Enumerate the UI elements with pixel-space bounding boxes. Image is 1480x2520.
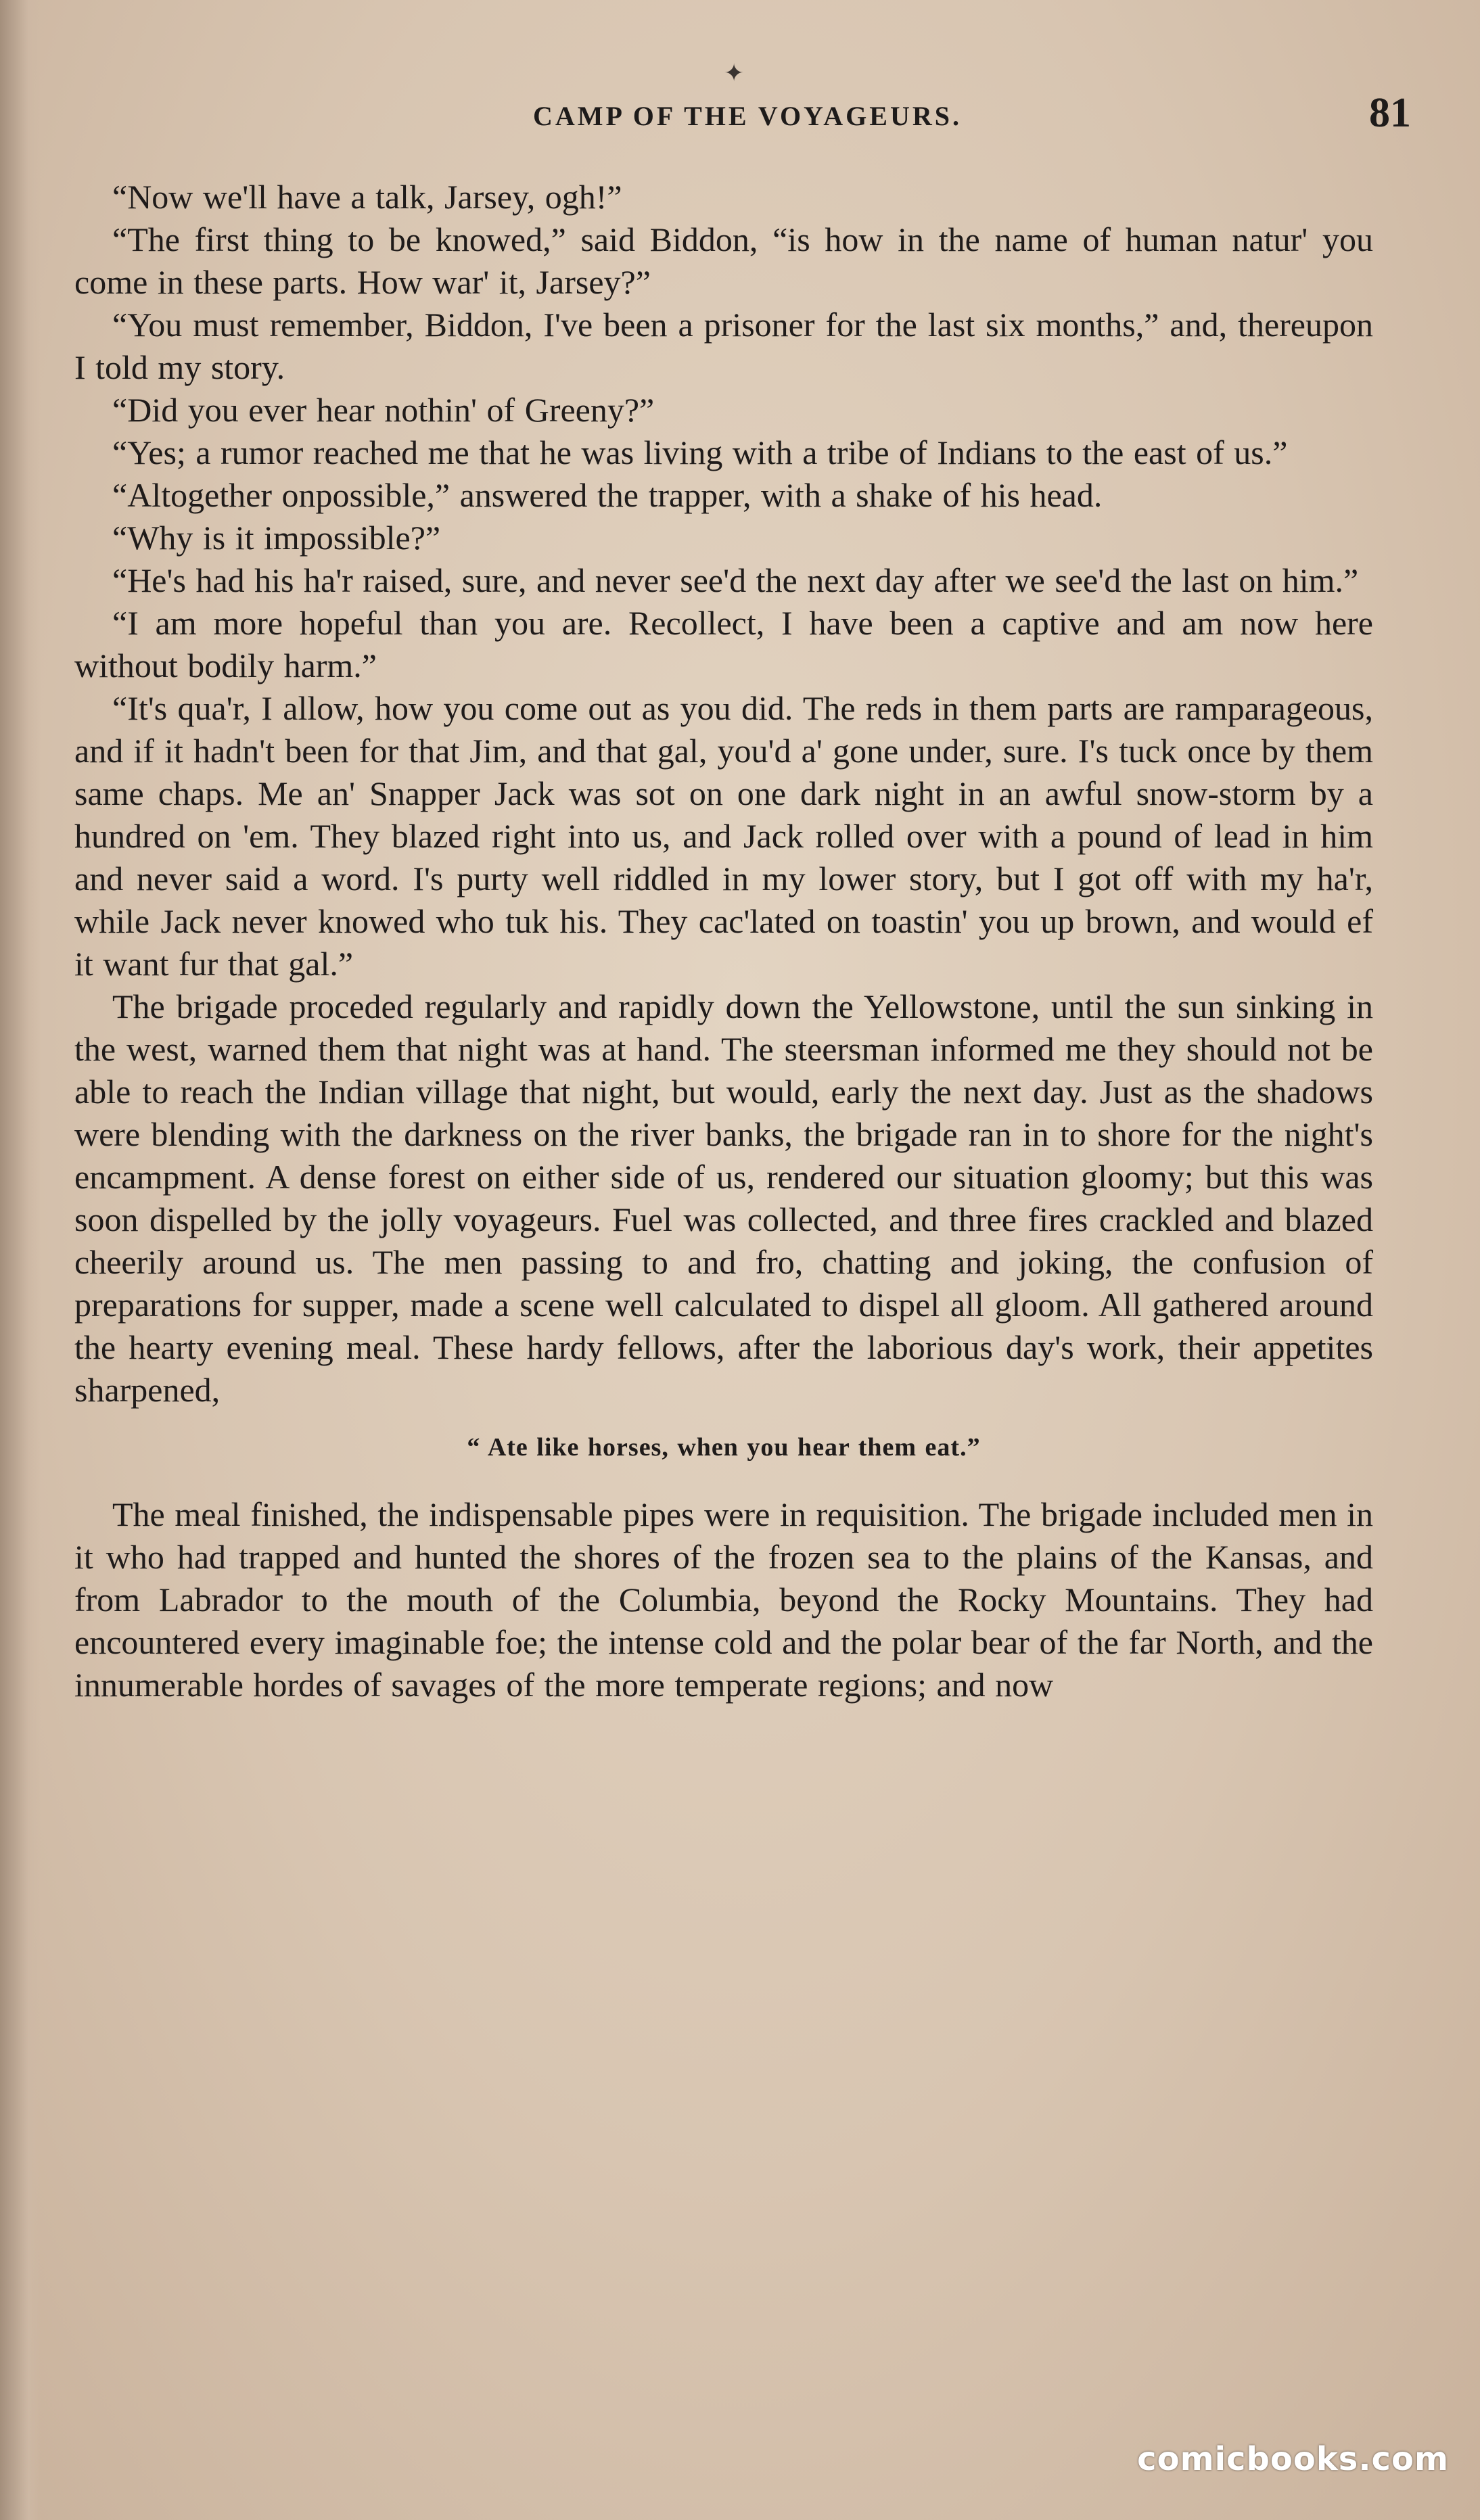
running-title: CAMP OF THE VOYAGEURS. [533,101,962,131]
paragraph: “I am more hopeful than you are. Recollect, I have been a captive and am now here without bodily harm.” [74,604,1373,684]
page-binding-edge [0,0,41,2520]
paragraph: “The first thing to be knowed,” said Biddon, “is how in the name of human natur' you come in these parts. How war' it, Jarsey?” [74,220,1373,301]
paragraph: “Now we'll have a talk, Jarsey, ogh!” [112,178,622,216]
paragraph: “Yes; a rumor reached me that he was living with a tribe of Indians to the east of us.” [112,434,1288,471]
ornament-icon: ✦ [724,60,745,87]
paragraph: The meal finished, the indispensable pipes were in requisition. The brigade included men in it who had trapped and hunted the shores of the frozen sea to the plains of the Kansas, and from Labrador to the mouth of the Columbia, beyond the Rocky Mountains. They had encountered every imaginable foe; the intense cold and the polar bear of the far North, and the innumerable hordes of savages of the more temperate regions; and now [74,1495,1373,1704]
site-watermark: comicbooks.com [1137,2440,1449,2478]
paragraph: “Why is it impossible?” [112,519,441,557]
paragraph: “It's qua'r, I allow, how you come out as you did. The reds in them parts are ramparageous, and if it hadn't been for that Jim, and that gal, you'd a' gone under, sure. I's tuck once by them same chaps. Me an' Snapper Jack was sot on one dark night in an awful snow-storm by a hundred on 'em. They blazed right into us, and Jack rolled over with a pound of lead in him and never said a word. I's purty well riddled in my lower story, but I got off with my ha'r, while Jack never knowed who tuk his. They cac'lated on toastin' you up brown, and would ef it want fur that gal.” [74,689,1373,983]
page-number: 81 [1369,90,1411,136]
paragraph: “Did you ever hear nothin' of Greeny?” [112,391,655,429]
paragraph: “You must remember, Biddon, I've been a prisoner for the last six months,” and, thereupon I told my story. [74,306,1373,386]
paragraph: The brigade proceded regularly and rapidly down the Yellowstone, until the sun sinking in the west, warned them that night was at hand. The steersman informed me they should not be able to reach the Indian village that night, but would, early the next day. Just as the shadows were blending with the darkness on the river banks, the brigade ran in to shore for the night's encampment. A dense forest on either side of us, rendered our situation gloomy; but this was soon dispelled by the jolly voyageurs. Fuel was collected, and three fires crackled and blazed cheerily around us. The men passing to and fro, chatting and joking, the confusion of preparations for supper, made a scene well calculated to dispel all gloom. All gathered around the hearty evening meal. These hardy fellows, after the laborious day's work, their appetites sharpened, [74,987,1373,1409]
paragraph: “Altogether onpossible,” answered the trapper, with a shake of his head. [112,476,1103,514]
verse-quote: “ Ate like horses, when you hear them eat.” [467,1433,981,1462]
page-header [81,60,1414,141]
body-text [74,176,1373,1706]
paragraph: “He's had his ha'r raised, sure, and never see'd the next day after we see'd the last on him.” [112,561,1359,599]
